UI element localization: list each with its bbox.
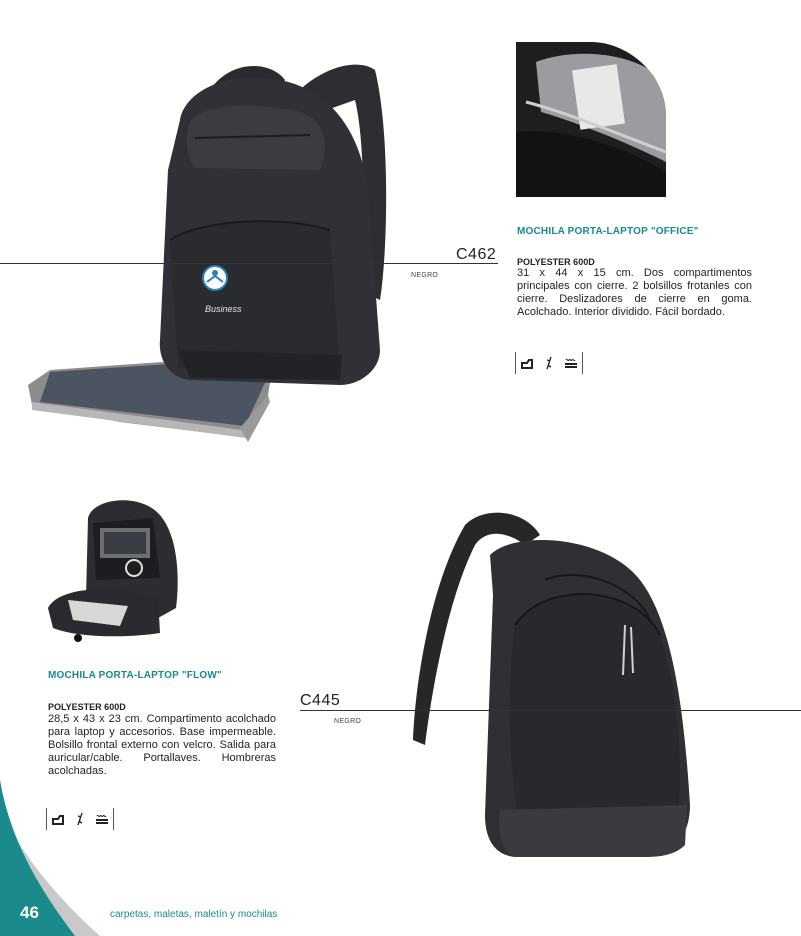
page-number: 46 <box>20 903 39 922</box>
divider <box>515 352 516 374</box>
product-c462-material: POLYESTER 600D <box>517 257 595 267</box>
heat-transfer-icon <box>563 356 579 370</box>
product-c445-title: MOCHILA PORTA-LAPTOP "FLOW" <box>48 670 222 681</box>
backpack-flow-photo <box>405 505 695 865</box>
product-c462-code: C462 <box>456 246 497 263</box>
footer-corner-decoration <box>0 780 110 936</box>
product-c445-material: POLYESTER 600D <box>48 702 126 712</box>
product-c445-description: 28,5 x 43 x 23 cm. Compartimento acolchado para laptop y accesorios. Base impermeable. Bolsillo frontal externo con velcro. Salida para auricular/cable. Portallaves. Hombreras acolchadas. <box>48 713 276 777</box>
product-c445-color: NEGRO <box>334 718 362 725</box>
divider <box>113 808 114 830</box>
product-c462-description: 31 x 44 x 15 cm. Dos compartimentos principales con cierre. 2 bolsillos frotanles con cierre. Deslizadores de cierre en goma. Acolchado. Interior dividido. Fácil bordado. <box>517 267 752 318</box>
divider <box>582 352 583 374</box>
footer-section-title: carpetas, maletas, maletín y mochilas <box>110 909 278 920</box>
backpack-office-photo <box>20 50 400 445</box>
logo-business-text: Business <box>205 304 242 314</box>
embroidery-machine-icon <box>519 356 535 370</box>
needle-thread-icon <box>541 356 557 370</box>
product-c462-title: MOCHILA PORTA-LAPTOP "OFFICE" <box>517 226 699 237</box>
product-c445-code: C445 <box>300 692 341 709</box>
office-interior-detail-photo <box>516 42 666 197</box>
product-c462-color: NEGRO <box>411 272 439 279</box>
product-c445-rule <box>300 710 801 711</box>
product-c462-rule <box>0 263 498 264</box>
product-c462-customization-icons <box>515 352 583 374</box>
flow-open-backpack-photo <box>48 488 188 653</box>
